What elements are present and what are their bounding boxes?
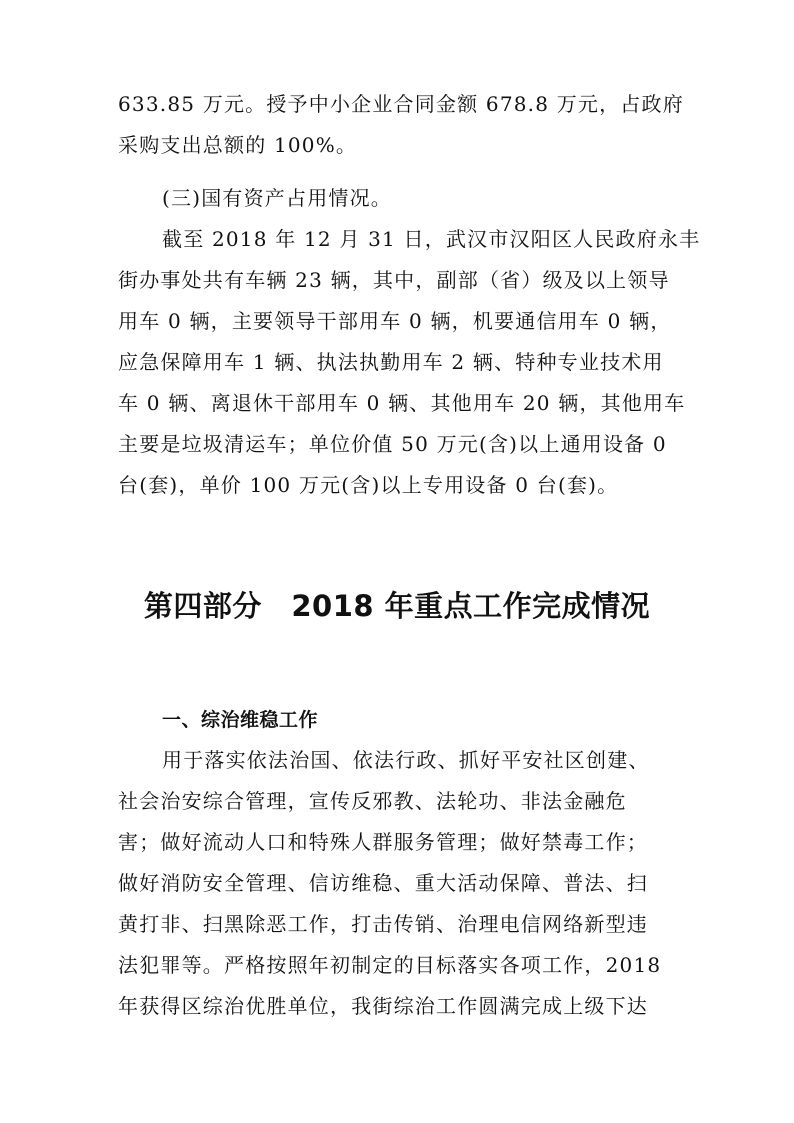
text-line: 社会治安综合管理，宣传反邪教、法轮功、非法金融危 — [118, 789, 627, 813]
text-line: 采购支出总额的 100%。 — [118, 133, 358, 157]
text-line: 街办事处共有车辆 23 辆，其中，副部（省）级及以上领导 — [118, 268, 670, 292]
text-line: 台(套)，单价 100 万元(含)以上专用设备 0 台(套)。 — [118, 473, 619, 497]
part-title: 第四部分 2018 年重点工作完成情况 — [143, 589, 651, 623]
paragraph-procurement — [118, 84, 684, 166]
text-line: 车 0 辆、离退休干部用车 0 辆、其他用车 20 辆，其他用车 — [118, 391, 686, 415]
section-heading: 一、综治维稳工作 — [162, 709, 319, 731]
sub-heading-state-assets: (三)国有资产占用情况。 — [162, 186, 393, 210]
text-line: 633.85 万元。授予中小企业合同金额 678.8 万元，占政府 — [118, 92, 684, 116]
text-line: 黄打非、扫黑除恶工作，打击传销、治理电信网络新型违 — [118, 912, 648, 936]
text-line: 害；做好流动人口和特殊人群服务管理；做好禁毒工作； — [118, 830, 648, 854]
text-line: 应急保障用车 1 辆、执法执勤用车 2 辆、特种专业技术用 — [118, 350, 664, 374]
text-line: 用车 0 辆，主要领导干部用车 0 辆，机要通信用车 0 辆， — [118, 309, 672, 333]
paragraph-state-assets — [118, 219, 701, 506]
text-line: 做好消防安全管理、信访维稳、重大活动保障、普法、扫 — [118, 871, 648, 895]
text-line: 用于落实依法治国、依法行政、抓好平安社区创建、 — [162, 748, 650, 772]
paragraph-stability-work — [118, 740, 684, 1027]
text-line: 截至 2018 年 12 月 31 日，武汉市汉阳区人民政府永丰 — [162, 227, 701, 251]
text-line: 年获得区综治优胜单位，我街综治工作圆满完成上级下达 — [118, 994, 648, 1018]
text-line: 法犯罪等。严格按照年初制定的目标落实各项工作，2018 — [118, 953, 662, 977]
text-line: 主要是垃圾清运车；单位价值 50 万元(含)以上通用设备 0 — [118, 432, 667, 456]
